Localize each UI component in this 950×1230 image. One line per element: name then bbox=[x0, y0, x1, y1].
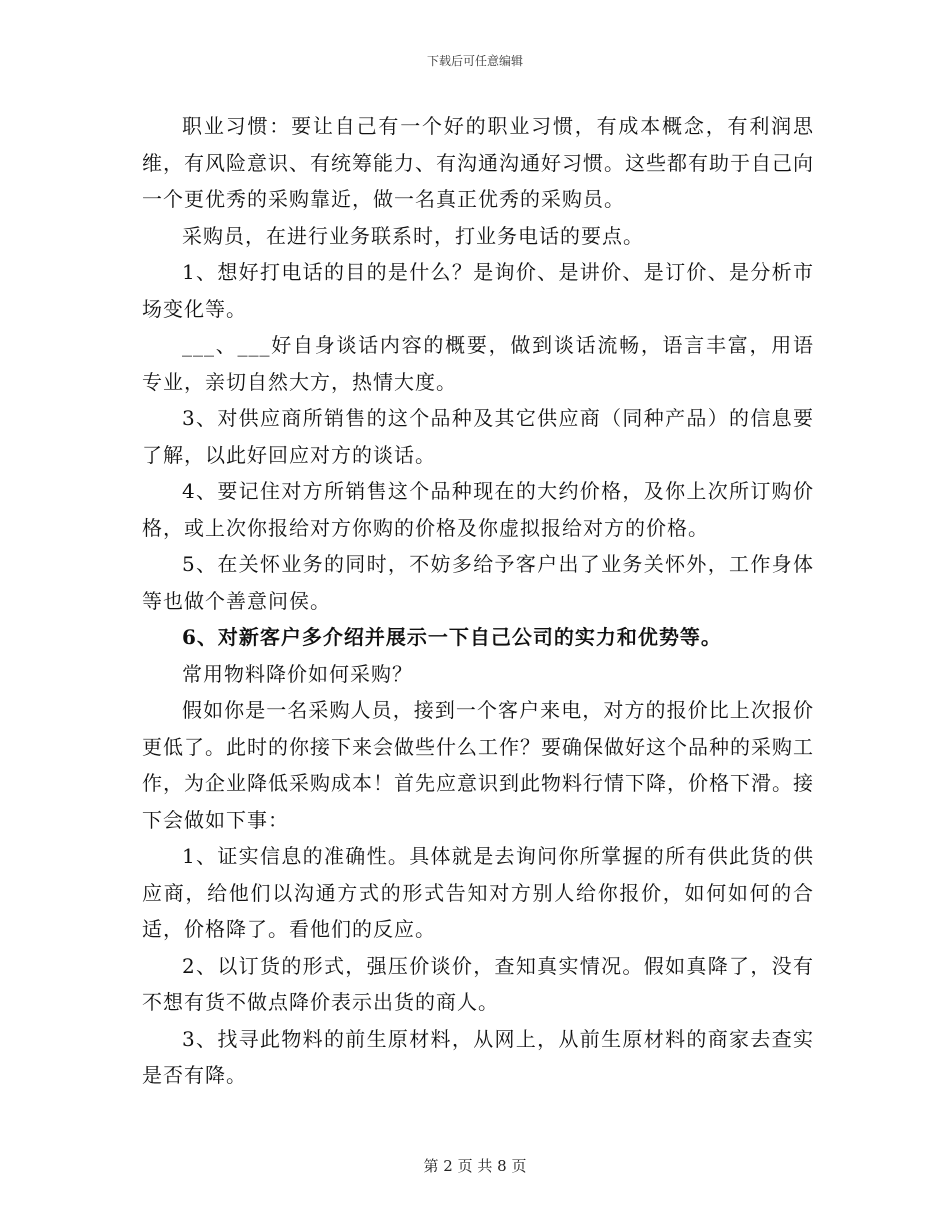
section-heading-price-drop: 常用物料降价如何采购？ bbox=[182, 661, 413, 686]
paragraph-point-3: 3、对供应商所销售的这个品种及其它供应商（同种产品）的信息要了解，以此好回应对方的谈话。 bbox=[142, 406, 814, 467]
paragraph-point-5: 5、在关怀业务的同时，不妨多给予客户出了业务关怀外，工作身体等也做个善意问侯。 bbox=[142, 552, 814, 613]
paragraph-point-1: 1、想好打电话的目的是什么？是询价、是讲价、是订价、是分析市场变化等。 bbox=[142, 260, 814, 321]
paragraph-scenario: 假如你是一名采购人员，接到一个客户来电，对方的报价比上次报价更低了。此时的你接下来会做些什么工作？要确保做好这个品种的采购工作，为企业降低采购成本！首先应意识到此物料行情下降，价格下滑。接下会做如下事： bbox=[142, 698, 814, 832]
paragraph-phone-intro: 采购员，在进行业务联系时，打业务电话的要点。 bbox=[182, 223, 644, 248]
paragraph-step-1: 1、证实信息的准确性。具体就是去询问你所掌握的所有供此货的供应商，给他们以沟通方式的形式告知对方别人给你报价，如何如何的合适，价格降了。看他们的反应。 bbox=[142, 844, 814, 941]
page-footer: 第 2 页 共 8 页 bbox=[423, 1157, 527, 1175]
paragraph-step-2: 2、以订货的形式，强压价谈价，查知真实情况。假如真降了，没有不想有货不做点降价表示出货的商人。 bbox=[142, 953, 814, 1014]
document-body bbox=[142, 108, 814, 1094]
paragraph-point-4: 4、要记住对方所销售这个品种现在的大约价格，及你上次所订购价格，或上次你报给对方你购的价格及你虚拟报给对方的价格。 bbox=[142, 479, 814, 540]
paragraph-step-3: 3、找寻此物料的前生原材料，从网上，从前生原材料的商家去查实是否有降。 bbox=[142, 1026, 814, 1087]
paragraph-point-6: 6、对新客户多介绍并展示一下自己公司的实力和优势等。 bbox=[182, 625, 722, 649]
paragraph-point-2: ___、___好自身谈话内容的概要，做到谈话流畅，语言丰富，用语专业，亲切自然大方，热情大度。 bbox=[142, 333, 814, 394]
page-header: 下载后可任意编辑 bbox=[426, 54, 523, 68]
paragraph-professional-habits: 职业习惯：要让自己有一个好的职业习惯，有成本概念，有利润思维，有风险意识、有统筹能力、有沟通沟通好习惯。这些都有助于自己向一个更优秀的采购靠近，做一名真正优秀的采购员。 bbox=[142, 114, 814, 211]
